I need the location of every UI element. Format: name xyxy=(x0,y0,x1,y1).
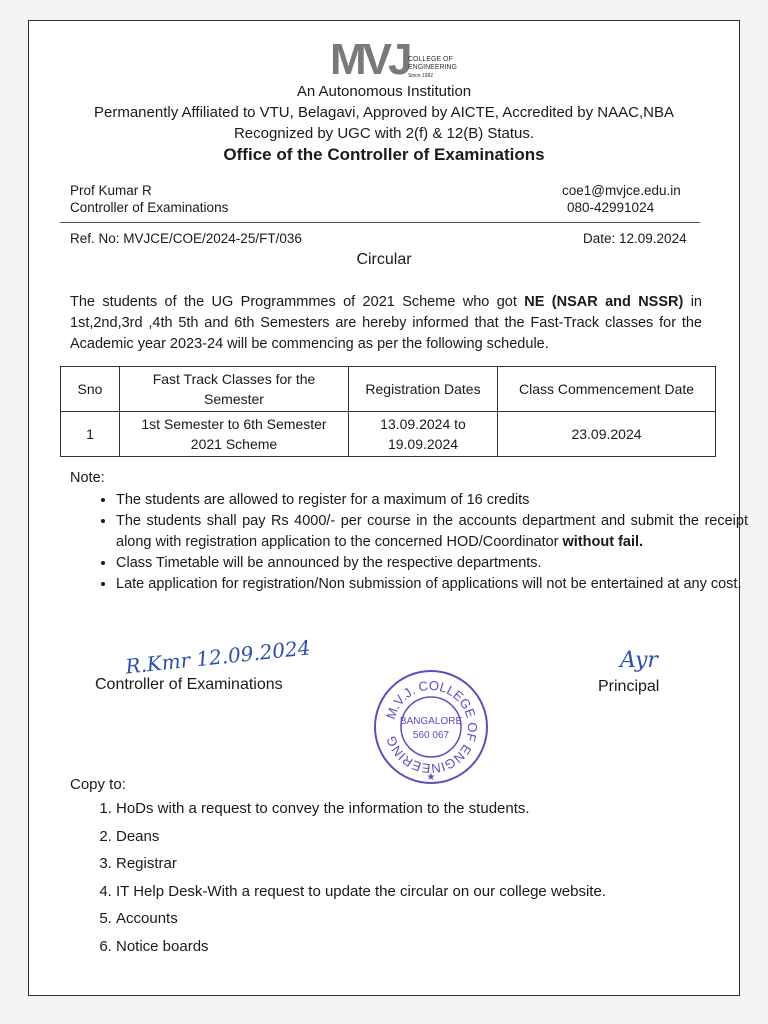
principal-signature: Ayr xyxy=(620,648,658,673)
svg-text:560 067: 560 067 xyxy=(412,730,450,741)
note-item: • The students are allowed to register for a maximum of 16 credits xyxy=(116,490,748,511)
header-registration: Registration Dates xyxy=(349,367,498,412)
divider xyxy=(60,222,700,223)
note-item: • Late application for registration/Non submission of applications will not be entertained at any cost. xyxy=(116,574,748,595)
controller-signature: R.Kmr 12.09.2024 xyxy=(124,635,312,679)
cell-registration: 13.09.2024 to 19.09.2024 xyxy=(349,412,498,457)
table-header-row xyxy=(61,367,716,412)
schedule-table xyxy=(60,366,716,457)
recognition-line: Recognized by UGC with 2(f) & 12(B) Status. xyxy=(233,125,535,142)
cell-commencement: 23.09.2024 xyxy=(498,412,716,457)
list-item: 6. Notice boards xyxy=(116,938,606,966)
intro-paragraph: The students of the UG Programmmes of 2021 Scheme who got NE (NSAR and NSSR) in 1st,2nd,3rd ,4th 5th and 6th Semesters are hereby informed that the Fast-Track classes for the Academic year 2023-24 will be commencing as per the following schedule. xyxy=(70,294,703,352)
table-row xyxy=(61,412,716,457)
office-title: Office of the Controller of Examinations xyxy=(223,145,545,164)
list-item: 4. IT Help Desk-With a request to update the circular on our college website. xyxy=(116,883,606,911)
sender-designation: Controller of Examinations xyxy=(70,200,229,215)
list-item: 5. Accounts xyxy=(116,910,606,938)
note-label: Note: xyxy=(70,470,105,486)
note-item: • The students shall pay Rs 4000/- per course in the accounts department and submit the receipt along with registration application to the concerned HOD/Coordinator without fail. xyxy=(116,511,748,553)
circular-title: Circular xyxy=(356,251,412,268)
svg-text:★: ★ xyxy=(426,772,436,783)
notes-list xyxy=(70,490,748,595)
email: coe1@mvjce.edu.in xyxy=(562,183,681,198)
controller-label: Controller of Examinations xyxy=(95,676,283,693)
list-item: 3. Registrar xyxy=(116,855,606,883)
svg-text:BANGALORE: BANGALORE xyxy=(399,716,463,727)
list-item: 1. HoDs with a request to convey the information to the students. xyxy=(116,800,606,828)
sender-name: Prof Kumar R xyxy=(70,183,152,198)
college-seal-stamp xyxy=(372,668,490,786)
header-semester: Fast Track Classes for the Semester xyxy=(120,367,349,412)
cell-sno: 1 xyxy=(61,412,120,457)
principal-label: Principal xyxy=(598,678,660,695)
note-item: • Class Timetable will be announced by the respective departments. xyxy=(116,553,748,574)
circular-date: Date: 12.09.2024 xyxy=(583,231,687,246)
cell-semester: 1st Semester to 6th Semester 2021 Scheme xyxy=(120,412,349,457)
copy-to-label: Copy to: xyxy=(70,776,126,793)
college-logo: MVJ COLLEGE OF ENGINEERING Since 1982 xyxy=(330,35,458,84)
copy-to-list xyxy=(70,800,606,965)
phone: 080-42991024 xyxy=(567,200,655,215)
affiliation-line: Permanently Affiliated to VTU, Belagavi, Approved by AICTE, Accredited by NAAC,NBA xyxy=(93,104,674,121)
svg-text:M.V.J. COLLEGE OF ENGINEERING: M.V.J. COLLEGE OF ENGINEERING xyxy=(382,677,481,777)
header-commencement: Class Commencement Date xyxy=(498,367,716,412)
reference-number: Ref. No: MVJCE/COE/2024-25/FT/036 xyxy=(70,231,302,246)
institution-status: An Autonomous Institution xyxy=(296,83,472,100)
list-item: 2. Deans xyxy=(116,828,606,856)
header-sno: Sno xyxy=(61,367,120,412)
